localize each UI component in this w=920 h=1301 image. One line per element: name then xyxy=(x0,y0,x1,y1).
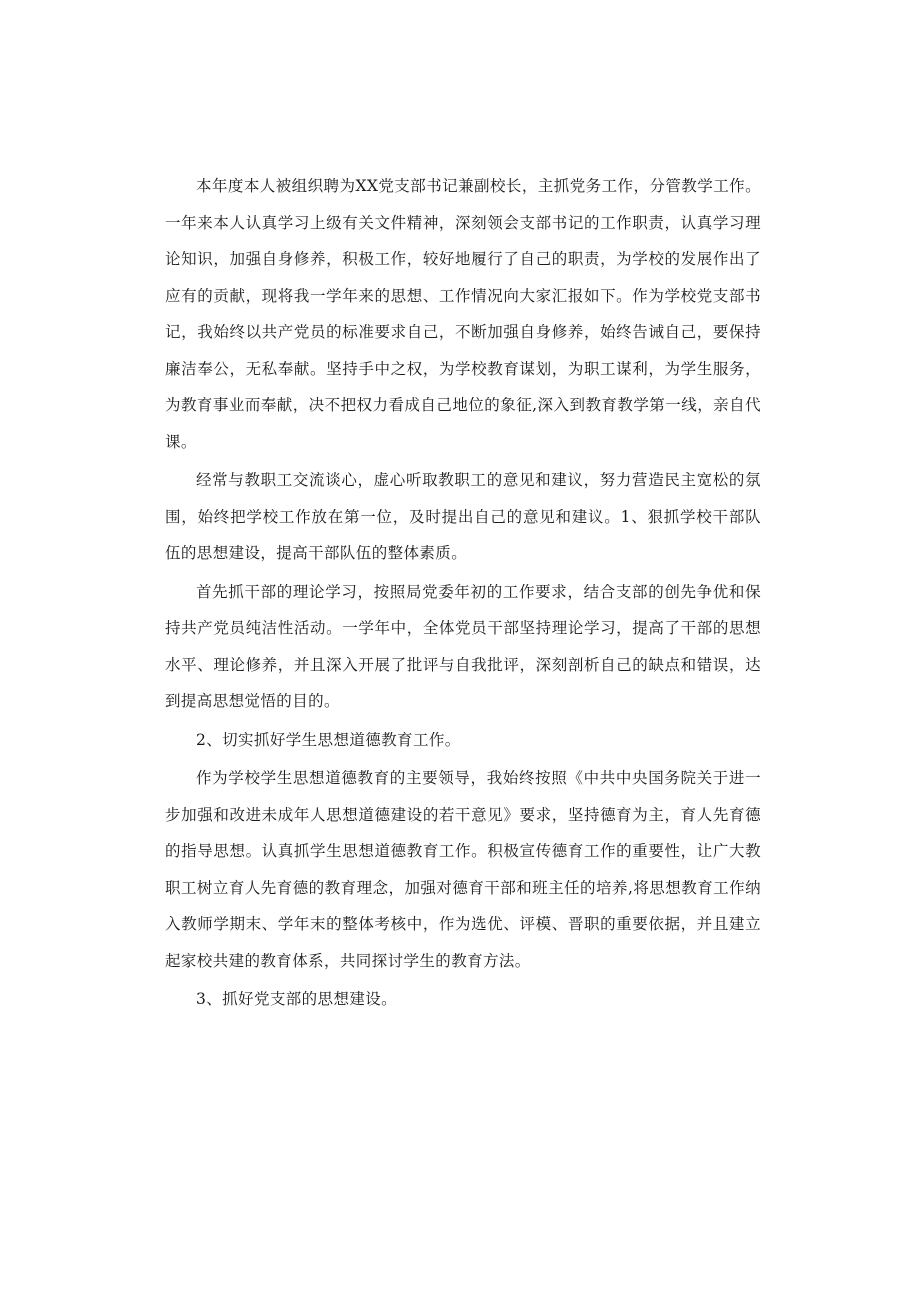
heading-party-branch: 3、抓好党支部的思想建设。 xyxy=(196,990,398,1008)
paragraph-communication: 经常与教职工交流谈心，虚心听取教职工的意见和建议，努力营造民主宽松的氛围，始终把学校工作放在第一位，及时提出自己的意见和建议。1、狠抓学校干部队伍的思想建设，提高干部队伍的整体素质。 xyxy=(165,471,761,562)
heading-moral-education: 2、切实抓好学生思想道德教育工作。 xyxy=(196,730,461,749)
paragraph-intro: 本年度本人被组织聘为XX党支部书记兼副校长，主抓党务工作，分管教学工作。一年来本人认真学习上级有关文件精神，深刻领会支部书记的工作职责，认真学习理论知识，加强自身修养，积极工作，较好地履行了自己的职责，为学校的发展作出了应有的贡献，现将我一学年来的思想、工作情况向大家汇报如下。作为学校党支部书记，我始终以共产党员的标准要求自己，不断加强自身修养，始终告诫自己，要保持廉洁奉公，无私奉献。坚持手中之权，为学校教育谋划，为职工谋利，为学生服务，为教育事业而奉献，决不把权力看成自己地位的象征,深入到教育教学第一线，亲自代课。 xyxy=(165,177,761,451)
document-body xyxy=(165,168,761,1018)
paragraph-theory-study: 首先抓干部的理论学习，按照局党委年初的工作要求，结合支部的创先争优和保持共产党员纯洁性活动。一学年中，全体党员干部坚持理论学习，提高了干部的思想水平、理论修养，并且深入开展了批评与自我批评，深刻剖析自己的缺点和错误，达到提高思想觉悟的目的。 xyxy=(165,582,761,710)
paragraph-moral-education: 作为学校学生思想道德教育的主要领导，我始终按照《中共中央国务院关于进一步加强和改进未成年人思想道德建设的若干意见》要求，坚持德育为主，育人先育德的指导思想。认真抓学生思想道德教育工作。积极宣传德育工作的重要性，让广大教职工树立育人先育德的教育理念，加强对德育干部和班主任的培养,将思想教育工作纳入教师学期末、学年末的整体考核中，作为选优、评模、晋职的重要依据，并且建立起家校共建的教育体系，共同探讨学生的教育方法。 xyxy=(165,769,761,970)
